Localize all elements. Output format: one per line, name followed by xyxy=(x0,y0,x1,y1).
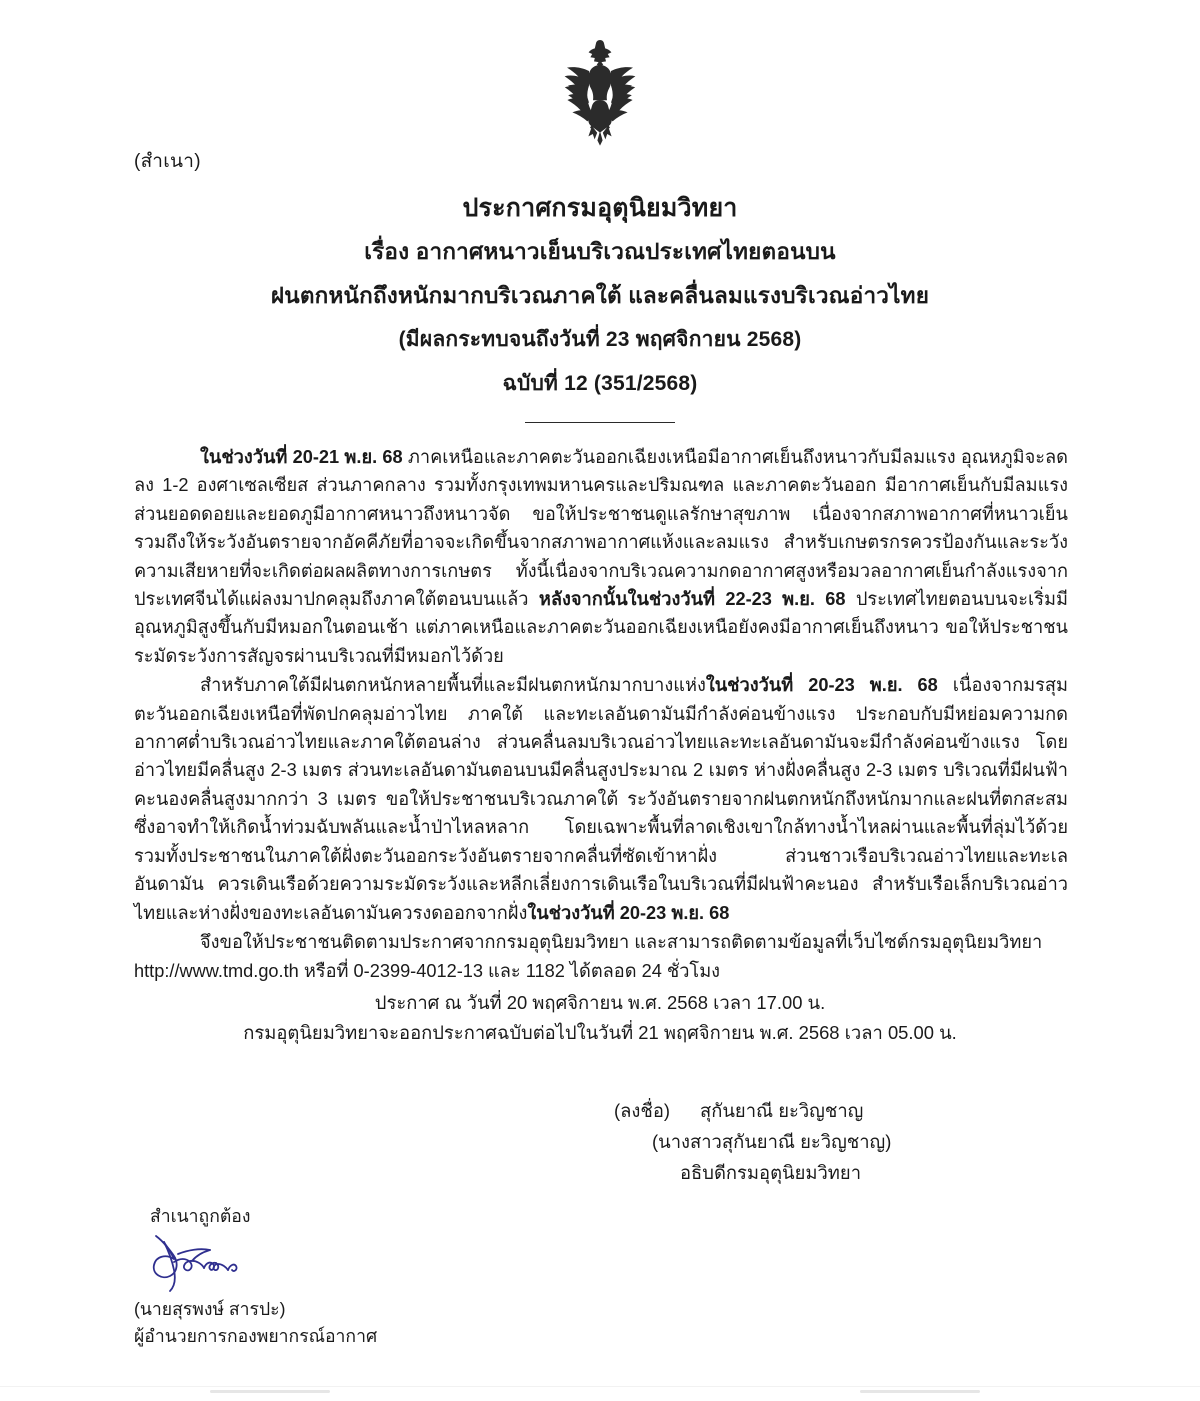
paragraph-upper-thailand xyxy=(134,443,1068,670)
issued-date: ประกาศ ณ วันที่ 20 พฤศจิกายน พ.ศ. 2568 เวลา 17.00 น. xyxy=(374,992,826,1013)
signature-label: (ลงชื่อ) xyxy=(614,1100,671,1121)
para1-text-a: ภาคเหนือและภาคตะวันออกเฉียงเหนือมีอากาศเย็นถึงหนาวกับมีลมแรง อุณหภูมิจะลดลง 1-2 องศาเซลเซียส ส่วนภาคกลาง รวมทั้งกรุงเทพมหานครและปริมณฑล และภาคตะวันออก มีอากาศเย็นกับมีลมแรง ส่วนยอดดอยและยอดภูมีอากาศหนาวถึงหนาวจัด ขอให้ประชาชนดูแลรักษาสุขภาพ เนื่องจากสภาพอากาศที่หนาวเย็น รวมถึงให้ระวังอันตรายจากอัคคีภัยที่อาจจะเกิดขึ้นจากสภาพอากาศแห้งและลมแรง สำหรับเกษตรกรควรป้องกันและระวังความเสียหายที่จะเกิดต่อผลผลิตทางการเกษตร ทั้งนี้เนื่องจากบริเวณความกดอากาศสูงหรือมวลอากาศเย็นกำลังแรงจากประเทศจีนได้แผ่ลงมาปกคลุมถึงภาคใต้ตอนบนแล้ว xyxy=(134,447,1068,610)
issue-number: ฉบับที่ 12 (351/2568) xyxy=(502,372,698,395)
certifier-title: ผู้อำนวยการกองพยากรณ์อากาศ xyxy=(134,1326,378,1346)
certified-copy-label: สำเนาถูกต้อง xyxy=(150,1206,251,1226)
document-body xyxy=(134,443,1068,987)
copy-mark: (สำเนา) xyxy=(134,151,201,172)
paragraph-southern-thailand xyxy=(134,671,1068,927)
subject-line-2: ฝนตกหนักถึงหนักมากบริเวณภาคใต้ และคลื่นลมแรงบริเวณอ่าวไทย xyxy=(270,283,930,308)
date-range-22-23: หลังจากนั้นในช่วงวันที่ 22-23 พ.ย. 68 xyxy=(538,589,846,610)
date-range-20-23-second: ในช่วงวันที่ 20-23 พ.ย. 68 xyxy=(527,902,730,923)
para1-text-b: ประเทศไทยตอนบนจะเริ่มมีอุณหภูมิสูงขึ้นกับมีหมอกในตอนเช้า แต่ภาคเหนือและภาคตะวันออกเฉียงเหนือยังคงมีอากาศเย็นถึงหนาว ขอให้ประชาชนระมัดระวังการสัญจรผ่านบริเวณที่มีหมอกไว้ด้วย xyxy=(134,589,1068,666)
para3-text-a: จึงขอให้ประชาชนติดตามประกาศจากกรมอุตุนิยมวิทยา และสามารถติดตามข้อมูลที่เว็บไซต์กรมอุตุนิยมวิทยา xyxy=(200,931,1043,952)
garuda-emblem xyxy=(540,34,660,152)
emblem-container xyxy=(0,34,1200,152)
para2-text-b: เนื่องจากมรสุมตะวันออกเฉียงเหนือที่พัดปกคลุมอ่าวไทย ภาคใต้ และทะเลอันดามันมีกำลังค่อนข้างแรง ประกอบกับมีหย่อมความกดอากาศต่ำบริเวณอ่าวไทยและภาคใต้ตอนล่าง ส่วนคลื่นลมบริเวณอ่าวไทยและทะเลอันดามันจะมีกำลังค่อนข้างแรง โดยอ่าวไทยมีคลื่นสูง 2-3 เมตร ส่วนทะเลอันดามันตอนบนมีคลื่นสูงประมาณ 2 เมตร ห่างฝั่งคลื่นสูง 2-3 เมตร บริเวณที่มีฝนฟ้าคะนองคลื่นสูงมากกว่า 3 เมตร ขอให้ประชาชนบริเวณภาคใต้ ระวังอันตรายจากฝนตกหนักถึงหนักมากและฝนที่ตกสะสม ซึ่งอาจทำให้เกิดน้ำท่วมฉับพลันและน้ำป่าไหลหลาก โดยเฉพาะพื้นที่ลาดเชิงเขาใกล้ทางน้ำไหลผ่านและพื้นที่ลุ่มไว้ด้วย รวมทั้งประชาชนในภาคใต้ฝั่งตะวันออกระวังอันตรายจากคลื่นที่ซัดเข้าหาฝั่ง ส่วนชาวเรือบริเวณอ่าวไทยและทะเลอันดามัน ควรเดินเรือด้วยความระมัดระวังและหลีกเลี่ยงการเดินเรือในบริเวณที่มีฝนฟ้าคะนอง สำหรับเรือเล็กบริเวณอ่าวไทยและห่างฝั่งของทะเลอันดามันควรงดออกจากฝั่ง xyxy=(134,675,1068,923)
footer-smudge-left xyxy=(210,1390,330,1393)
effective-period: (มีผลกระทบจนถึงวันที่ 23 พฤศจิกายน 2568) xyxy=(398,328,802,351)
certifier-name: (นายสุรพงษ์ สารปะ) xyxy=(134,1299,286,1319)
announcement-dates xyxy=(0,988,1200,1048)
signer-name: สุกันยาณี ยะวิญชาญ xyxy=(700,1100,864,1121)
handwritten-signature xyxy=(148,1232,288,1294)
page-title: ประกาศกรมอุตุนิยมวิทยา xyxy=(462,194,738,222)
signer-formal-name: (นางสาวสุกันยาณี ยะวิญชาญ) xyxy=(652,1131,892,1152)
certified-copy-block xyxy=(134,1203,534,1350)
footer-smudge-right xyxy=(860,1390,980,1393)
date-range-20-21: ในช่วงวันที่ 20-21 พ.ย. 68 xyxy=(200,447,403,467)
para2-text-a: สำหรับภาคใต้มีฝนตกหนักหลายพื้นที่และมีฝนตกหนักมากบางแห่ง xyxy=(200,675,706,696)
subject-line-1: เรื่อง อากาศหนาวเย็นบริเวณประเทศไทยตอนบน xyxy=(364,239,836,264)
paragraph-contact xyxy=(134,928,1068,956)
contact-details: http://www.tmd.go.th หรือที่ 0-2399-4012-13 และ 1182 ได้ตลอด 24 ชั่วโมง xyxy=(134,961,721,982)
document-header xyxy=(0,186,1200,423)
next-issue-date: กรมอุตุนิยมวิทยาจะออกประกาศฉบับต่อไปในวันที่ 21 พฤศจิกายน พ.ศ. 2568 เวลา 05.00 น. xyxy=(243,1022,957,1043)
header-divider xyxy=(525,422,675,423)
signer-title: อธิบดีกรมอุตุนิยมวิทยา xyxy=(680,1162,862,1183)
signature-block xyxy=(600,1095,1070,1188)
date-range-20-23-first: ในช่วงวันที่ 20-23 พ.ย. 68 xyxy=(705,675,938,696)
signature-row xyxy=(600,1095,1070,1126)
page-footer-strip xyxy=(0,1386,1200,1401)
